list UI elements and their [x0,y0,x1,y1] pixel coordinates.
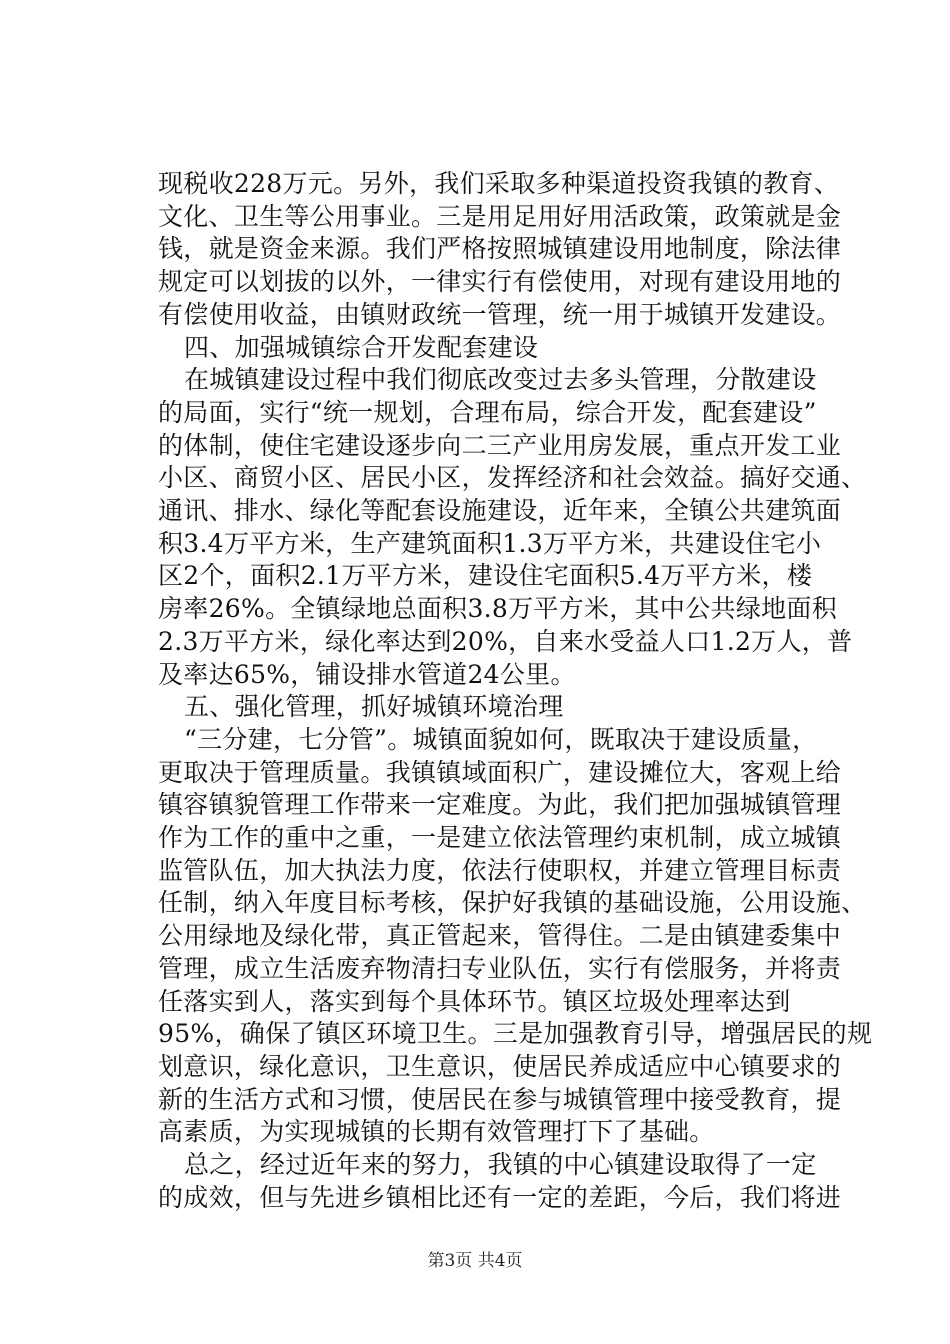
text-line: 小区、商贸小区、居民小区，发挥经济和社会效益。搞好交通、 [158,463,867,493]
text-line: 文化、卫生等公用事业。三是用足用好用活政策，政策就是金 [158,201,842,231]
text-line: 在城镇建设过程中我们彻底改变过去多头管理，分散建设 [184,365,817,395]
text-line: 的体制，使住宅建设逐步向二三产业用房发展，重点开发工业 [158,430,842,460]
text-line: 任落实到人，落实到每个具体环节。镇区垃圾处理率达到 [158,986,791,1016]
document-body [158,168,873,1215]
text-line: 95%，确保了镇区环境卫生。三是加强教育引导，增强居民的规 [158,1019,873,1049]
text-line: 的成效，但与先进乡镇相比还有一定的差距，今后，我们将进 [158,1182,842,1212]
text-line: 镇容镇貌管理工作带来一定难度。为此，我们把加强城镇管理 [158,790,842,820]
text-line: 任制，纳入年度目标考核，保护好我镇的基础设施，公用设施、 [158,888,867,918]
text-line: “三分建，七分管”。城镇面貌如何，既取决于建设质量， [184,724,818,754]
text-line: 总之，经过近年来的努力，我镇的中心镇建设取得了一定 [184,1150,817,1180]
text-line: 高素质，为实现城镇的长期有效管理打下了基础。 [158,1117,715,1147]
text-line: 五、强化管理，抓好城镇环境治理 [184,692,564,722]
text-line: 现税收228万元。另外，我们采取多种渠道投资我镇的教育、 [158,169,840,198]
page-number-footer: 第3页 共4页 [427,1251,523,1271]
text-line: 及率达65%，铺设排水管道24公里。 [158,659,576,689]
text-line: 房率26%。全镇绿地总面积3.8万平方米，其中公共绿地面积 [158,594,838,624]
text-line: 有偿使用收益，由镇财政统一管理，统一用于城镇开发建设。 [158,299,842,329]
text-line: 管理，成立生活废弃物清扫专业队伍，实行有偿服务，并将责 [158,953,842,983]
text-line: 新的生活方式和习惯，使居民在参与城镇管理中接受教育，提 [158,1084,842,1114]
text-line: 四、加强城镇综合开发配套建设 [184,332,539,362]
text-line: 钱，就是资金来源。我们严格按照城镇建设用地制度，除法律 [158,234,842,264]
text-line: 公用绿地及绿化带，真正管起来，管得住。二是由镇建委集中 [158,921,842,951]
text-line: 通讯、排水、绿化等配套设施建设，近年来，全镇公共建筑面 [158,496,842,526]
text-line: 规定可以划拔的以外，一律实行有偿使用，对现有建设用地的 [158,267,842,297]
text-line: 的局面，实行“统一规划，合理布局，综合开发，配套建设” [158,397,817,427]
text-line: 作为工作的重中之重，一是建立依法管理约束机制，成立城镇 [158,823,842,853]
text-line: 划意识，绿化意识，卫生意识，使居民养成适应中心镇要求的 [158,1051,842,1081]
text-line: 积3.4万平方米，生产建筑面积1.3万平方米，共建设住宅小 [158,528,822,558]
text-line: 区2个，面积2.1万平方米，建设住宅面积5.4万平方米，楼 [158,561,813,591]
text-line: 更取决于管理质量。我镇镇域面积广，建设摊位大，客观上给 [158,757,842,787]
text-line: 监管队伍，加大执法力度，依法行使职权，并建立管理目标责 [158,855,842,885]
text-line: 2.3万平方米，绿化率达到20%，自来水受益人口1.2万人，普 [158,626,853,656]
